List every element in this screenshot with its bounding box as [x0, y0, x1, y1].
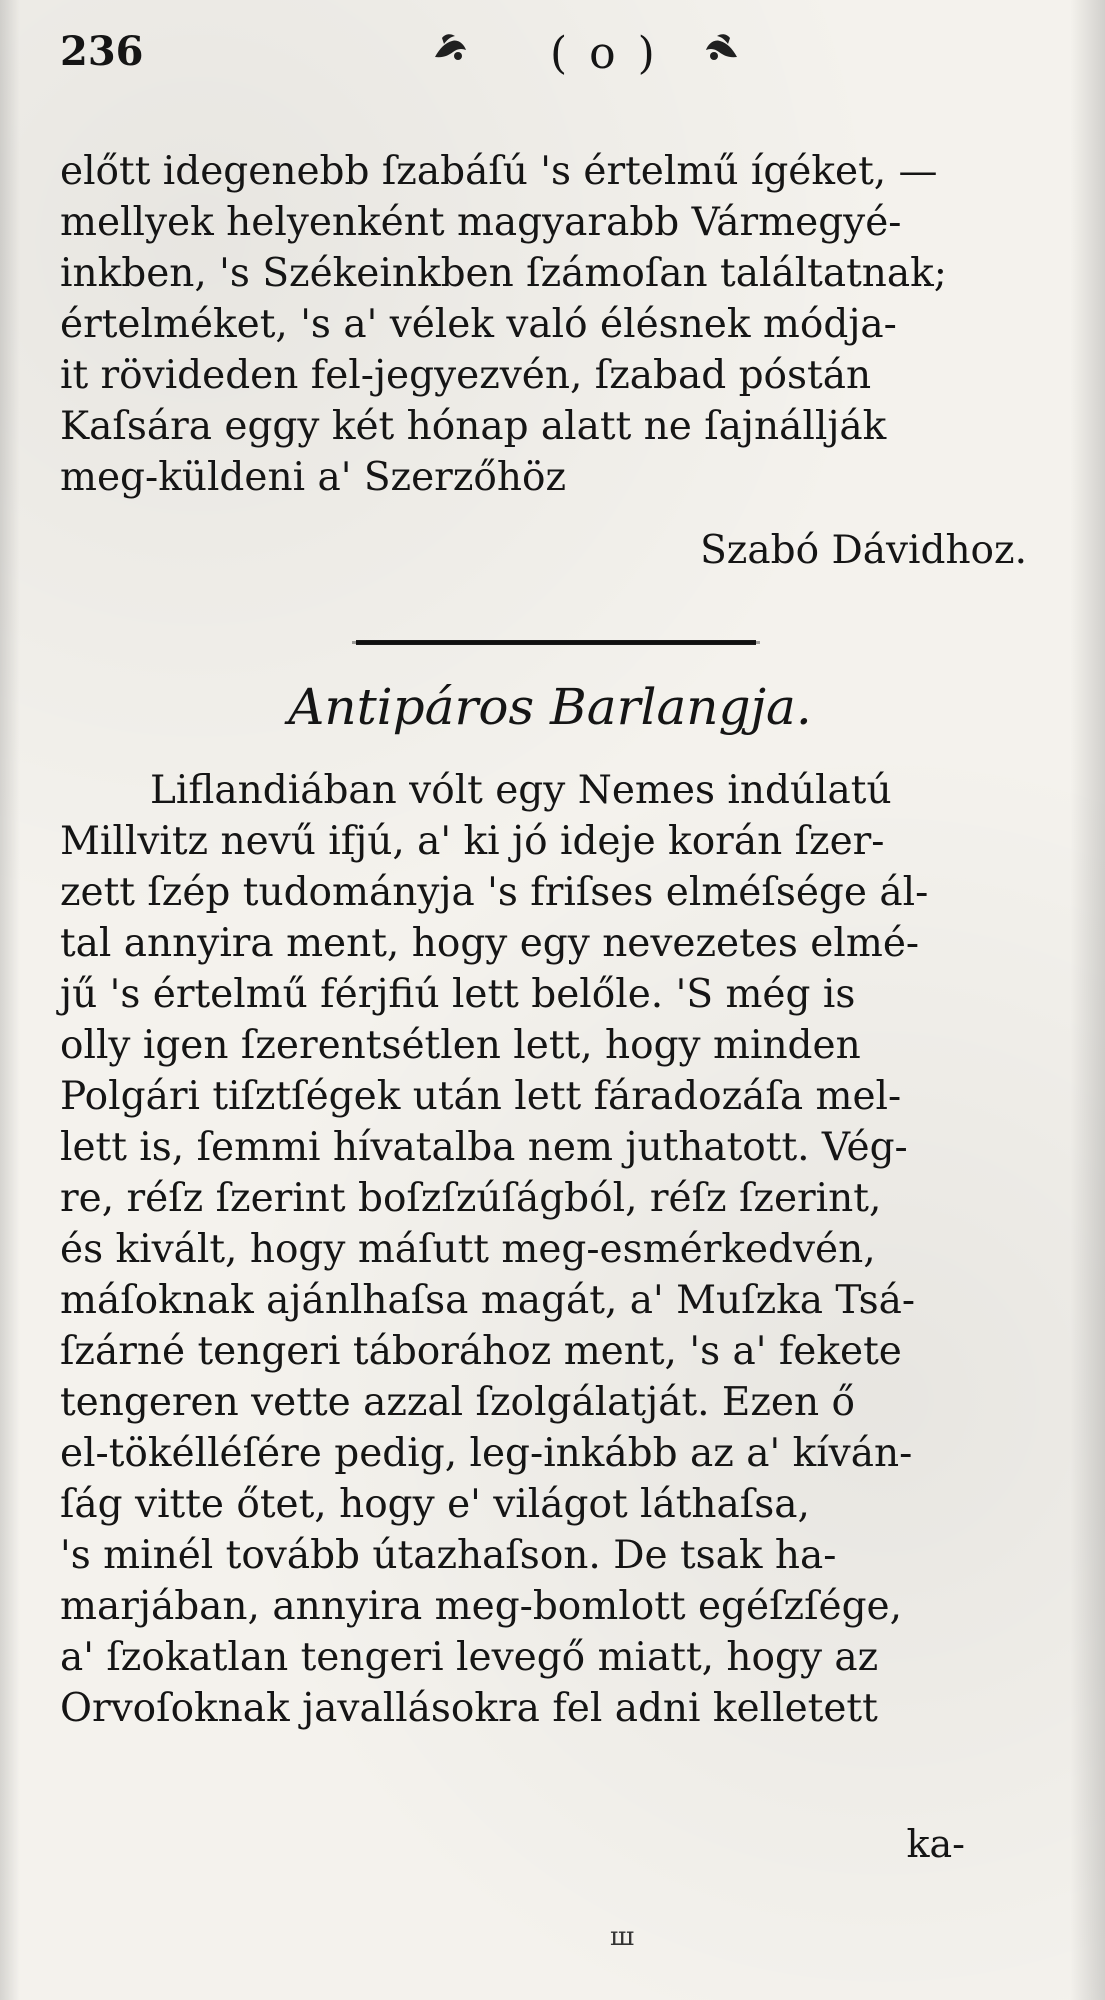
- intro-line: értelméket, 's a' vélek való élésnek módja-: [60, 302, 897, 347]
- article-line: Millvitz nevű ifjú, a' ki jó ideje korán ſzer-: [60, 819, 885, 864]
- article-line: Orvoſoknak javallásokra fel adni kelletett: [60, 1686, 878, 1731]
- section-title: Antipáros Barlangja.: [288, 678, 812, 736]
- page-header: [60, 28, 1050, 108]
- article-line: olly igen ſzerentsétlen lett, hogy minden: [60, 1023, 861, 1068]
- intro-line: meg-küldeni a' Szerzőhöz: [60, 455, 566, 500]
- article-line: lett is, ſemmi hívatalba nem juthatott. Vég-: [60, 1125, 908, 1170]
- intro-line: inkben, 's Székeinkben ſzámoſan találtatnak;: [60, 251, 947, 296]
- article-line: 's minél tovább útazhaſson. De tsak ha-: [60, 1533, 837, 1578]
- article-line: ſág vitte őtet, hogy e' világot láthaſsa,: [60, 1482, 810, 1527]
- left-ornament-icon: [430, 28, 472, 70]
- intro-line: Kaſsára eggy két hónap alatt ne ſajnállják: [60, 404, 887, 449]
- catchword: ka-: [906, 1822, 965, 1866]
- article-line: re, réſz ſzerint boſzſzúſágból, réſz ſzerint,: [60, 1176, 882, 1221]
- intro-text: [60, 146, 1040, 503]
- intro-line: előtt idegenebb ſzabáſú 's értelmű ígéket, —: [60, 149, 938, 194]
- section-divider: [356, 640, 756, 645]
- header-mark: ( o ): [550, 28, 659, 79]
- bottom-mark: ш: [610, 1922, 635, 1952]
- article-text: [60, 765, 1040, 1734]
- article-line: tal annyira ment, hogy egy nevezetes elmé-: [60, 921, 920, 966]
- article-line: zett ſzép tudományja 's friſses elméſsége ál-: [60, 870, 929, 915]
- signature: Szabó Dávidhoz.: [700, 528, 1027, 573]
- article-line: és kivált, hogy máſutt meg-esmérkedvén,: [60, 1227, 876, 1272]
- right-ornament-icon: [700, 28, 742, 70]
- article-line: marjában, annyira meg-bomlott egéſzſége,: [60, 1584, 903, 1629]
- article-line: a' ſzokatlan tengeri levegő miatt, hogy az: [60, 1635, 879, 1680]
- page-number: 236: [60, 28, 144, 75]
- article-line: el-tökélléſére pedig, leg-inkább az a' kíván-: [60, 1431, 913, 1476]
- article-line: máſoknak ajánlhaſsa magát, a' Muſzka Tsá-: [60, 1278, 916, 1323]
- page-left-shadow: [0, 0, 20, 2000]
- article-line: tengeren vette azzal ſzolgálatját. Ezen ő: [60, 1380, 856, 1425]
- article-line: Polgári tiſztſégek után lett fáradozáſa mel-: [60, 1074, 902, 1119]
- intro-line: it rövideden fel-jegyezvén, ſzabad póstán: [60, 353, 872, 398]
- article-line: jű 's értelmű férjfiú lett belőle. 'S még is: [60, 972, 856, 1017]
- intro-line: mellyek helyenként magyarabb Vármegyé-: [60, 200, 902, 245]
- article-line: ſzárné tengeri táborához ment, 's a' fekete: [60, 1329, 902, 1374]
- article-line: Liflandiában vólt egy Nemes indúlatú: [150, 768, 892, 813]
- page-right-shadow: [1070, 0, 1105, 2000]
